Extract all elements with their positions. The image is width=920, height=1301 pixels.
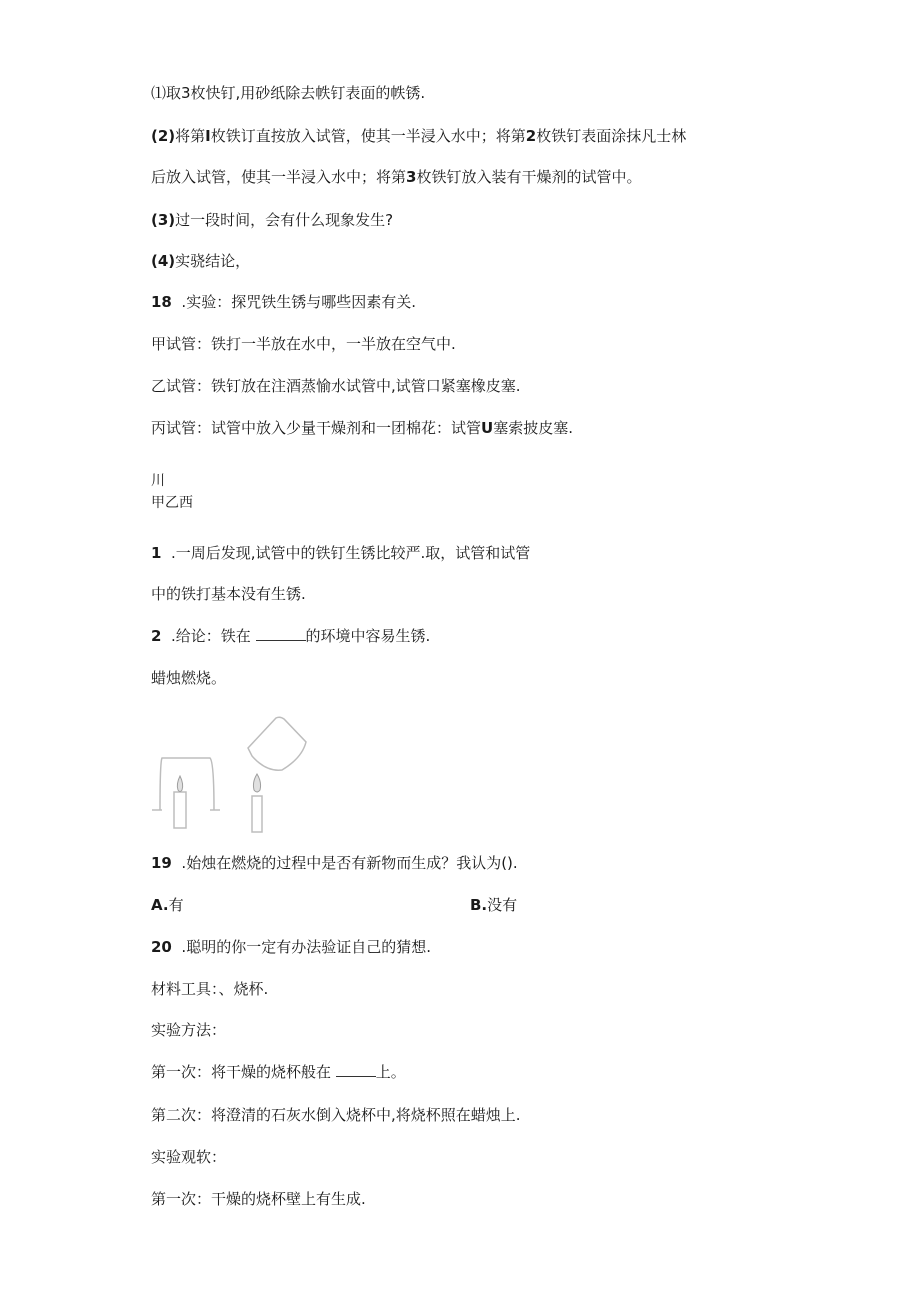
question-19: 19 .始烛在燃烧的过程中是否有新物而生成？我认为(). [151, 854, 518, 872]
flame-right-icon [253, 774, 260, 792]
step-3: (3)过一段时间，会有什么现象发生? [151, 211, 394, 229]
step-1-text: ⑴取3枚快钉,用砂纸除去帙钉表面的帙锈. [151, 84, 426, 102]
materials-line: 材料工具：、烧杯. [151, 980, 269, 998]
step-1 [151, 83, 425, 103]
tube-yi: 乙试管：铁钉放在注酒蒸愉水试管中,试管口紧塞橡皮塞. [151, 377, 521, 395]
candle-beaker-illustration [148, 710, 318, 835]
observe-first: 第一次：干燥的烧杯壁上有生成. [151, 1190, 366, 1208]
tilted-beaker-right [248, 717, 306, 770]
step-4: (4)实骁结论， [151, 252, 251, 270]
figure-label-top: 川 [151, 473, 165, 489]
method-first: 第一次：将干燥的烧杯般在 上。 [151, 1063, 406, 1081]
figure-label-tubes: 甲乙西 [151, 495, 193, 511]
observe-heading: 实验观软： [151, 1148, 227, 1166]
question-18: 18 .实验：探咒铁生锈与哪些因素有关. [151, 293, 416, 311]
sub-question-1-cont: 中的铁打基本没有生锈. [151, 585, 306, 603]
candle-left [174, 792, 186, 828]
method-second: 第二次：将澄清的石灰水倒入烧杯中,将烧杯照在蜡烛上. [151, 1106, 521, 1124]
inverted-beaker-left [160, 758, 214, 810]
candle-right [252, 796, 262, 832]
answer-blank-2[interactable] [336, 1062, 376, 1077]
answer-blank[interactable] [256, 626, 306, 641]
option-b[interactable]: B.没有 [470, 896, 518, 914]
step-2: (2)将第I枚铁订直按放入试管，使其一半浸入水中；将第2枚铁钉表面涂抹凡士林 [151, 127, 687, 145]
option-a[interactable]: A.有 [151, 896, 184, 914]
method-heading: 实验方法： [151, 1021, 227, 1039]
sub-question-2: 2 .给论：铁在 的环境中容易生锈. [151, 627, 431, 645]
question-20: 20 .聪明的你一定有办法验证自己的猜想. [151, 938, 431, 956]
flame-left-icon [177, 776, 182, 792]
candle-heading: 蜡烛燃烧。 [151, 669, 227, 687]
tube-jia: 甲试管：铁打一半放在水中，一半放在空气中. [151, 335, 456, 353]
step-2-cont: 后放入试管，使其一半浸入水中；将第3枚铁钉放入装有干燥剂的试管中。 [151, 168, 642, 186]
tube-bing: 丙试管：试管中放入少量干燥剂和一团棉花：试管U塞索披皮塞. [151, 419, 573, 437]
sub-question-1: 1 .一周后发现,试管中的铁钉生锈比较严.取，试管和试管 [151, 544, 531, 562]
